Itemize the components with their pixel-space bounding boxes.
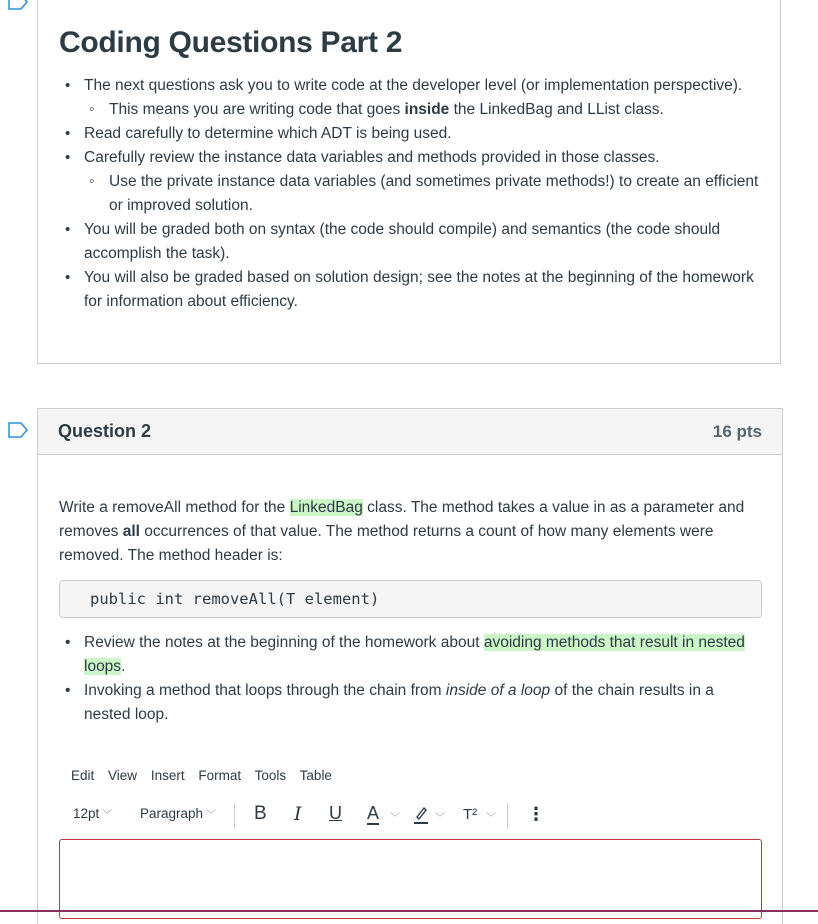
toolbar-divider (507, 803, 508, 829)
chevron-down-icon: ﹀ (206, 810, 217, 821)
flag-icon[interactable] (8, 0, 28, 10)
question-body (37, 454, 783, 924)
bottom-divider (0, 910, 818, 912)
text-color-button[interactable]: A (367, 803, 380, 823)
editor-menubar (71, 768, 342, 783)
list-item: • You will be graded both on syntax (the code should compile) and semantics (the code should accomplish the task). (59, 218, 769, 266)
chevron-down-icon[interactable]: ﹀ (390, 813, 400, 824)
list-item: ◦ This means you are writing code that goes inside the LinkedBag and LList class. (59, 98, 769, 122)
editor-toolbar (73, 803, 573, 829)
intro-list (59, 74, 769, 314)
more-options-icon[interactable]: ⋮ (527, 804, 545, 824)
menu-table[interactable]: Table (299, 768, 332, 783)
answer-editor[interactable] (59, 839, 762, 919)
chevron-down-icon[interactable]: ﹀ (486, 813, 496, 824)
menu-edit[interactable]: Edit (71, 768, 95, 783)
list-item: • The next questions ask you to write code at the developer level (or implementation perspective). (59, 74, 769, 98)
list-item: • Invoking a method that loops through the chain from inside of a loop of the chain results in a nested loop. (59, 679, 759, 727)
page-title: Coding Questions Part 2 (59, 26, 403, 59)
bold-button[interactable]: B (254, 803, 267, 824)
question-text: Write a removeAll method for the LinkedBag class. The method takes a value in as a parameter and removes all occurrences of that value. The method returns a count of how many elements were removed. The method header is: (59, 499, 745, 564)
menu-insert[interactable]: Insert (150, 768, 185, 783)
menu-tools[interactable]: Tools (254, 768, 287, 783)
chevron-down-icon[interactable]: ﹀ (435, 813, 445, 824)
italic-button[interactable]: I (294, 803, 302, 825)
highlight-color-icon[interactable] (413, 805, 429, 825)
list-item: ◦ Use the private instance data variables (and sometimes private methods!) to create an efficient or improved solution. (59, 170, 769, 218)
list-item: • Review the notes at the beginning of the homework about avoiding methods that result in nested loops. (59, 631, 759, 679)
question-points: 16 pts (712, 422, 762, 441)
toolbar-divider (234, 803, 235, 829)
list-item: • You will also be graded based on solution design; see the notes at the beginning of the homework for information about efficiency. (59, 266, 769, 314)
method-header-code (59, 580, 762, 618)
menu-format[interactable]: Format (198, 768, 242, 783)
flag-question-icon[interactable] (8, 422, 28, 438)
list-item: • Carefully review the instance data variables and methods provided in those classes. (59, 146, 769, 170)
chevron-down-icon: ﹀ (102, 810, 113, 821)
underline-button[interactable]: U (329, 803, 342, 823)
question-title: Question 2 (58, 421, 152, 441)
block-format-select[interactable]: Paragraph ﹀ (140, 806, 217, 821)
font-size-select[interactable]: 12pt ﹀ (73, 806, 113, 821)
menu-view[interactable]: View (108, 768, 138, 783)
superscript-button[interactable]: T² (463, 806, 478, 823)
code-text: public int removeAll(T element) (90, 590, 380, 608)
question-header (37, 408, 783, 455)
list-item: • Read carefully to determine which ADT is being used. (59, 122, 769, 146)
intro-card (37, 0, 781, 364)
notes-list (59, 631, 759, 727)
